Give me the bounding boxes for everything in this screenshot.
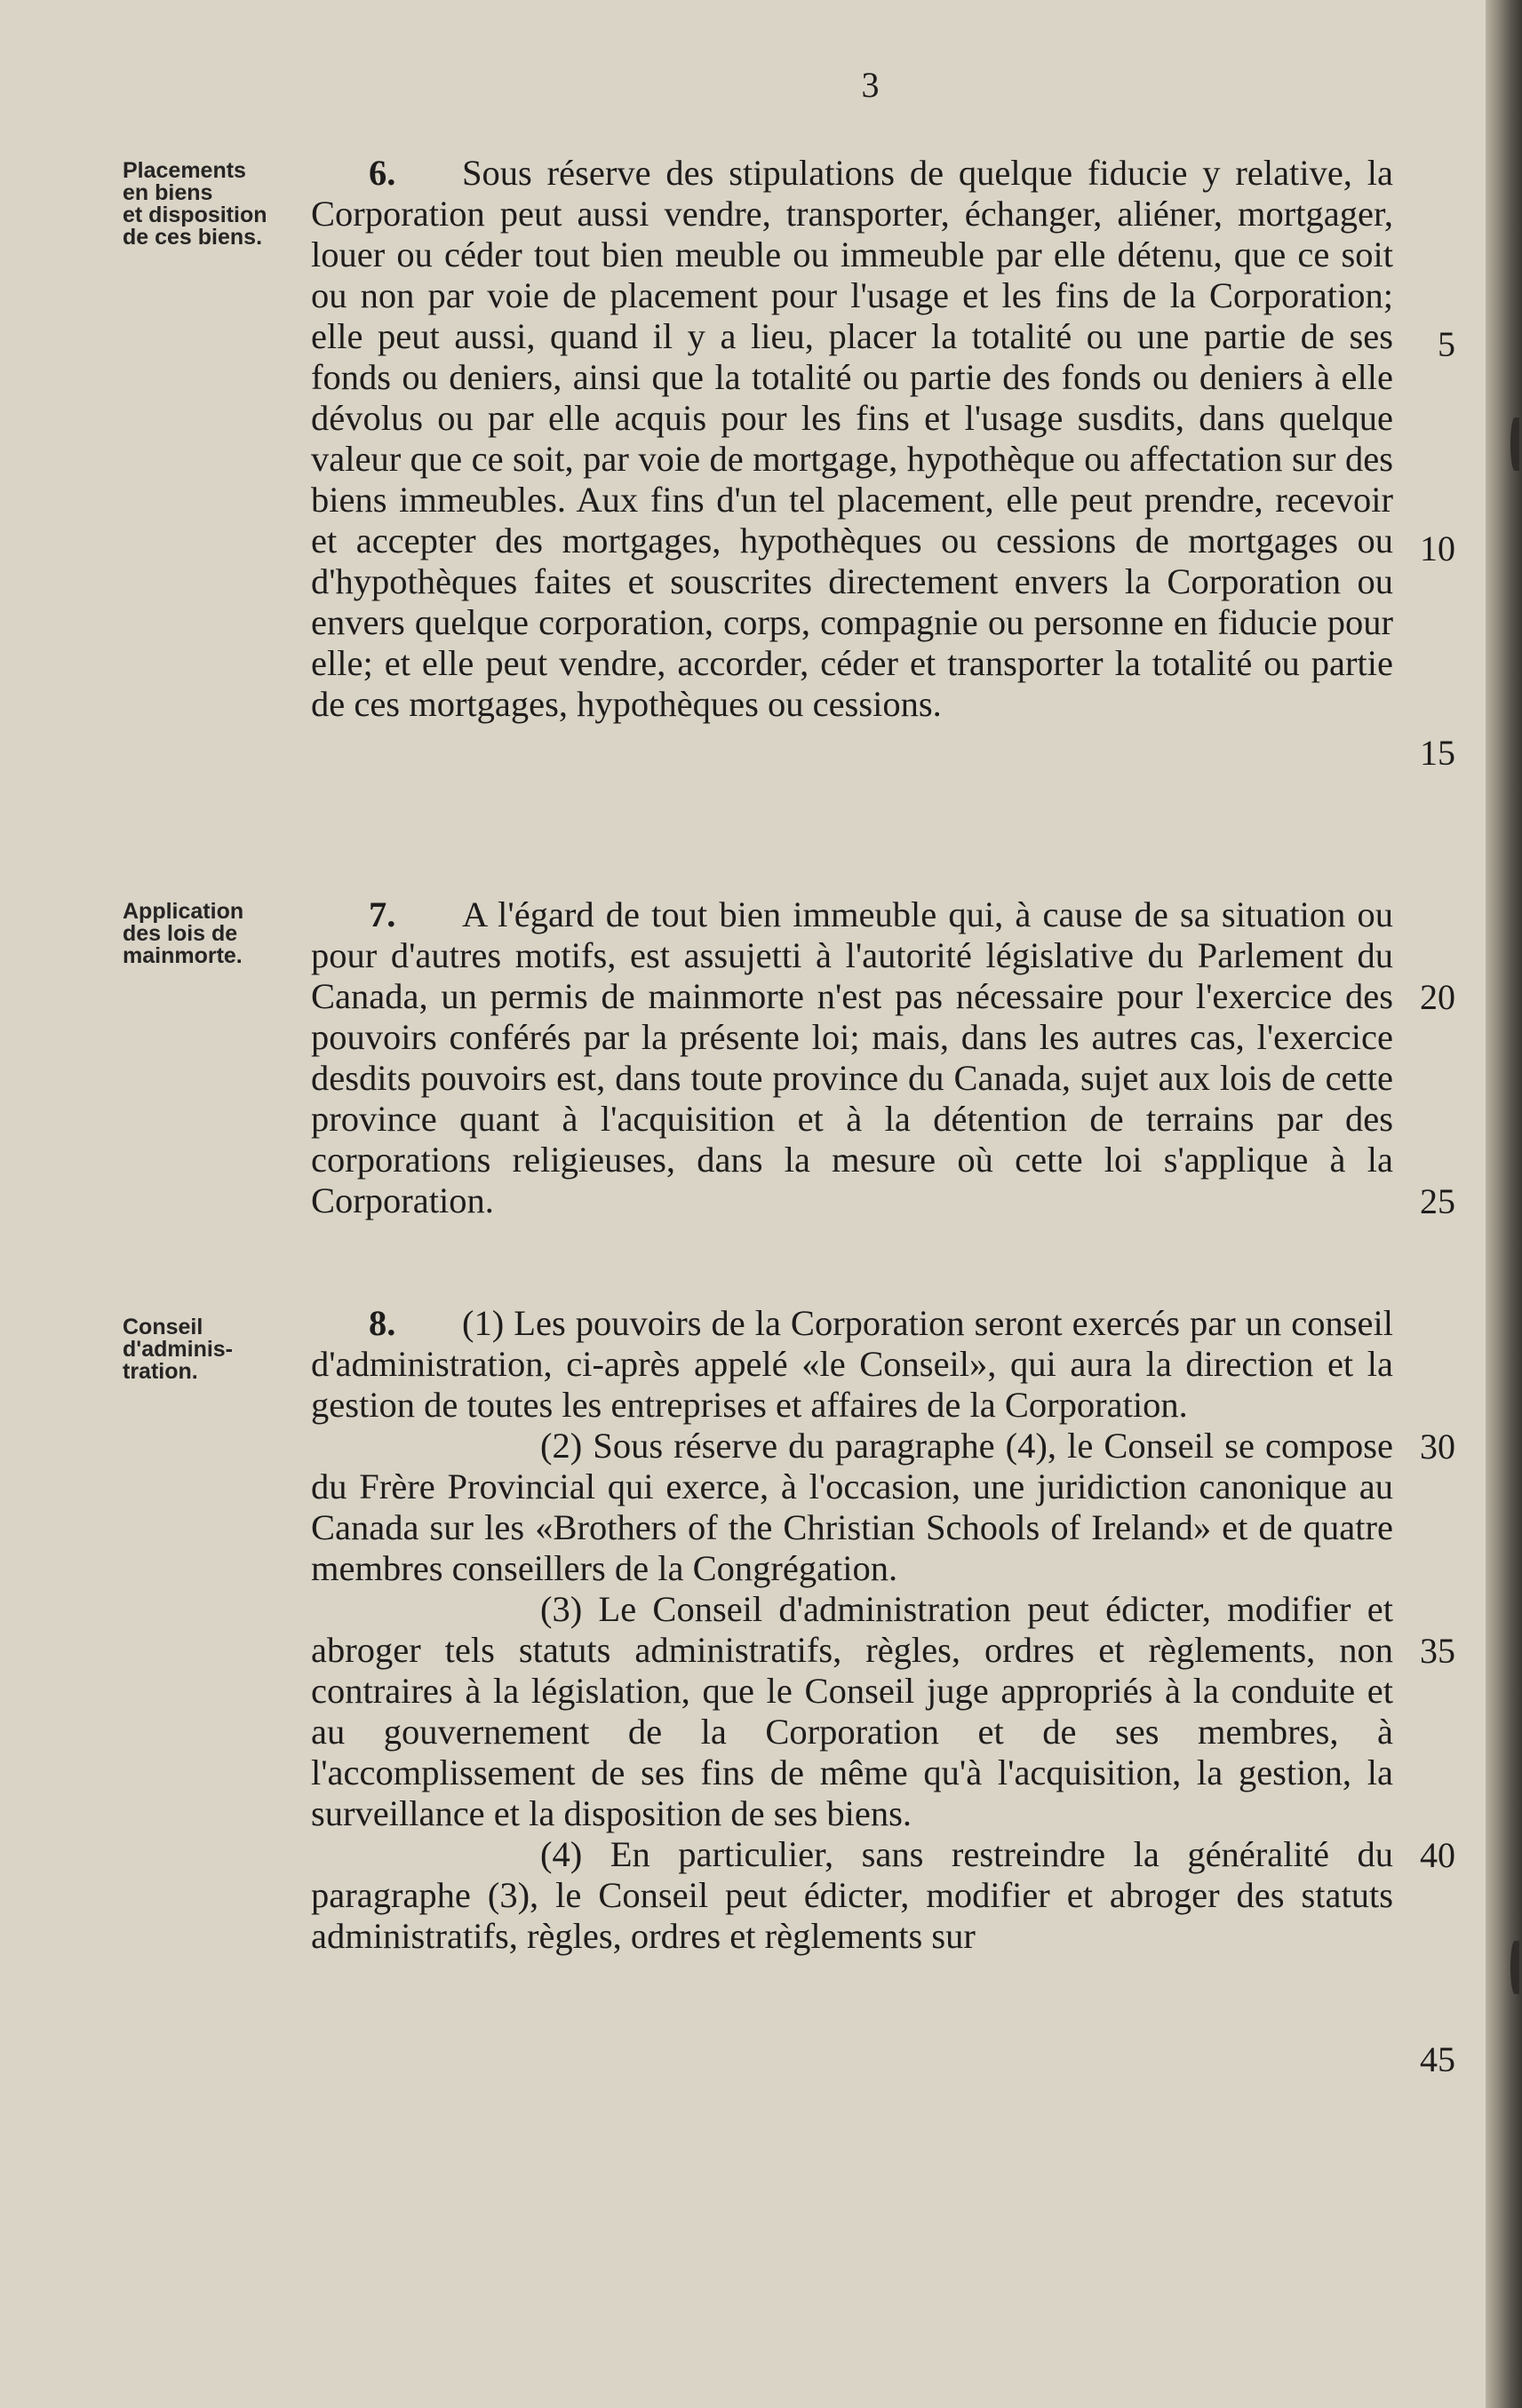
subsection-4: (4) En particulier, sans restreindre la généralité du paragraphe (3), le Conseil peut édicter, modifier et abroger des statuts administratifs, règles, ordres et règlements sur: [311, 1834, 1393, 1956]
section-7: [311, 894, 1393, 1221]
margin-note-line: d'adminis-: [123, 1337, 234, 1362]
margin-note-line: mainmorte.: [123, 943, 243, 968]
section-number: 8.: [369, 1303, 396, 1343]
margin-note-line: tration.: [123, 1359, 198, 1384]
section-paragraph: [311, 153, 1393, 725]
margin-note-application: [123, 901, 309, 967]
line-number: 5: [1438, 324, 1455, 364]
section-text: (1) Les pouvoirs de la Corporation seront exercés par un conseil d'administration, ci-après appelé «le Conseil», qui aura la direction et la gestion de toutes les entreprises et affaires de la Corporation.: [311, 1303, 1393, 1425]
section-paragraph: [311, 894, 1393, 1221]
section-number: 6.: [369, 153, 396, 193]
line-number: 40: [1420, 1835, 1455, 1875]
section-8: [311, 1303, 1393, 1957]
page-edge: [1486, 0, 1522, 2408]
line-number: 30: [1420, 1427, 1455, 1466]
margin-note-line: et disposition: [123, 203, 267, 227]
margin-note-line: des lois de: [123, 921, 238, 946]
page-edge-notch: [1510, 1941, 1519, 1994]
line-number: 45: [1420, 2039, 1455, 2079]
line-number: 35: [1420, 1631, 1455, 1671]
section-text: A l'égard de tout bien immeuble qui, à cause de sa situation ou pour d'autres motifs, est assujetti à l'autorité législative du Parlement du Canada, un permis de mainmorte n'est pas nécessaire pour l'exercice des pouvoirs conférés par la présente loi; mais, dans les autres cas, l'exercice desdits pouvoirs est, dans toute province du Canada, sujet aux lois de cette province quant à l'acquisition et à la détention de terrains par des corporations religieuses, dans la mesure où cette loi s'applique à la Corporation.: [311, 894, 1393, 1220]
section-6: [311, 153, 1393, 725]
section-paragraph: [311, 1303, 1393, 1426]
margin-note-line: Conseil: [123, 1315, 203, 1339]
margin-note-placements: [123, 160, 309, 249]
line-number: 15: [1420, 733, 1455, 773]
margin-note-line: en biens: [123, 180, 213, 205]
section-number: 7.: [369, 894, 396, 934]
section-text: Sous réserve des stipulations de quelque fiducie y relative, la Corporation peut aussi vendre, transporter, échanger, aliéner, mortgager, louer ou céder tout bien meuble ou immeuble par elle détenu, que ce soit ou non par voie de placement pour l'usage et les fins de la Corporation; elle peut aussi, quand il y a lieu, placer la totalité ou une partie de ses fonds ou deniers, ainsi que la totalité ou partie des fonds ou deniers à elle dévolus ou par elle acquis pour les fins et l'usage susdits, dans quelque valeur que ce soit, par voie de mortgage, hypothèque ou affectation sur des biens immeubles. Aux fins d'un tel placement, elle peut prendre, recevoir et accepter des mortgages, hypothèques ou cessions de mortgages ou d'hypothèques faites et souscrites directement envers la Corporation ou envers quelque corporation, corps, compagnie ou personne en fiducie pour elle; et elle peut vendre, accorder, céder et transporter la totalité ou partie de ces mortgages, hypothèques ou cessions.: [311, 153, 1393, 724]
margin-note-line: de ces biens.: [123, 225, 263, 250]
margin-note-line: Application: [123, 899, 244, 924]
subsection-3: (3) Le Conseil d'administration peut édicter, modifier et abroger tels statuts administratifs, règles, ordres et règlements, non contraires à la législation, que le Conseil juge appropriés à la conduite et au gouvernement de la Corporation et de ses membres, à l'accomplissement de ses fins de même qu'à l'acquisition, la gestion, la surveillance et la disposition de ses biens.: [311, 1589, 1393, 1833]
line-number: 20: [1420, 977, 1455, 1017]
subsection-2: (2) Sous réserve du paragraphe (4), le Conseil se compose du Frère Provincial qui exerce, à l'occasion, une juridiction canonique au Canada sur les «Brothers of the Christian Schools of Ireland» et de quatre membres conseillers de la Congrégation.: [311, 1426, 1393, 1588]
line-number: 25: [1420, 1181, 1455, 1221]
page-edge-notch: [1510, 417, 1519, 471]
line-number: 10: [1420, 528, 1455, 568]
page-number: 3: [861, 65, 881, 105]
margin-note-line: Placements: [123, 158, 246, 183]
margin-note-conseil: [123, 1316, 309, 1383]
